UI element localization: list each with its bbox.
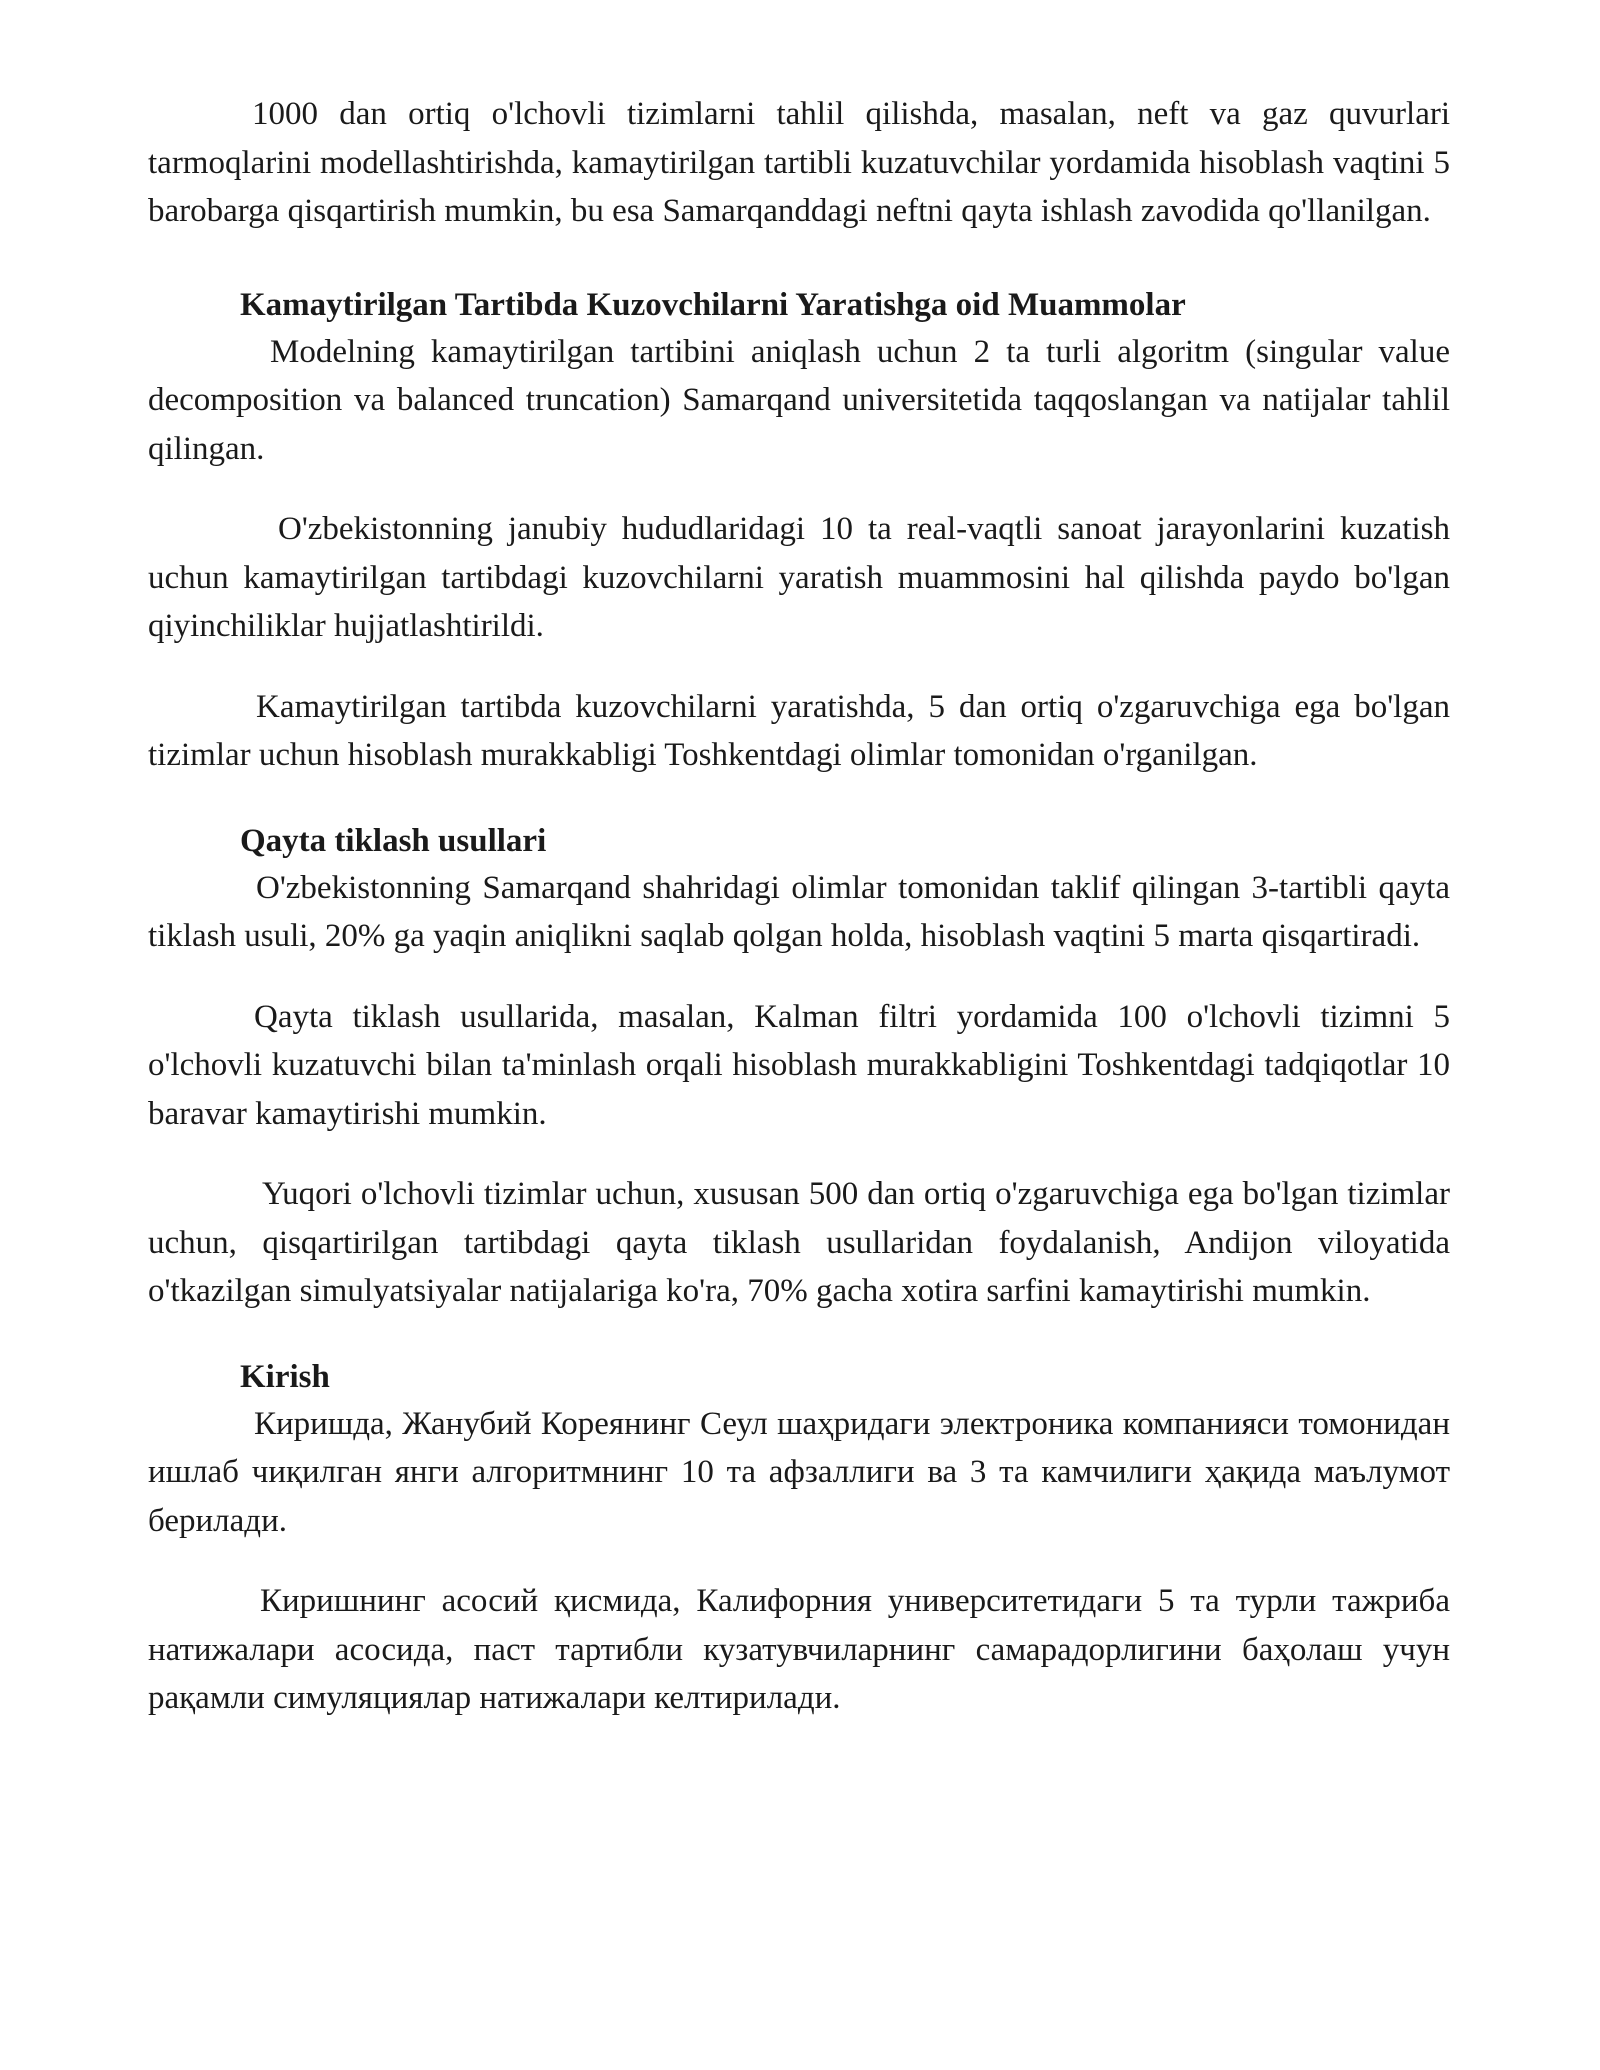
paragraph-9: Киришнинг асосий қисмида, Калифорния университетидаги 5 та турли тажриба натижалари асосида, паст тартибли кузатувчиларнинг самарадорлигини баҳолаш учун рақамли симуляциялар натижалари келтирилади. (148, 1583, 1450, 1716)
paragraph-6: Qayta tiklash usullarida, masalan, Kalman filtri yordamida 100 o'lchovli tizimni 5 o'lchovli kuzatuvchi bilan ta'minlash orqali hisoblash murakkabligini Toshkentdagi tadqiqotlar 10 baravar kamaytirishi mumkin. (148, 998, 1450, 1132)
paragraph-8: Киришда, Жанубий Кореянинг Сеул шаҳридаги электроника компанияси томонидан ишлаб чиқилган янги алгоритмнинг 10 та афзаллиги ва 3 та камчилиги ҳақида маълумот берилади. (148, 1405, 1450, 1539)
paragraph-7: Yuqori o'lchovli tizimlar uchun, xususan 500 dan ortiq o'zgaruvchiga ega bo'lgan tizimlar uchun, qisqartirilgan tartibdagi qayta tiklash usullaridan foydalanish, Andijon viloyatida o'tkazilgan simulyatsiyalar natijalariga ko'ra, 70% gacha xotira sarfini kamaytirishi mumkin. (148, 1176, 1450, 1309)
paragraph-3: O'zbekistonning janubiy hududlaridagi 10 ta real-vaqtli sanoat jarayonlarini kuzatish uchun kamaytirilgan tartibdagi kuzovchilarni yaratish muammosini hal qilishda paydo bo'lgan qiyinchiliklar hujjatlashtirildi. (148, 511, 1450, 644)
paragraph-5: O'zbekistonning Samarqand shahridagi olimlar tomonidan taklif qilingan 3-tartibli qayta tiklash usuli, 20% ga yaqin aniqlikni saqlab qolgan holda, hisoblash vaqtini 5 marta qisqartiradi. (148, 869, 1450, 954)
paragraph-1: 1000 dan ortiq o'lchovli tizimlarni tahlil qilishda, masalan, neft va gaz quvurlari tarmoqlarini modellashtirishda, kamaytirilgan tartibli kuzatuvchilar yordamida hisoblash vaqtini 5 barobarga qisqartirish mumkin, bu esa Samarqanddagi neftni qayta ishlash zavodida qo'llanilgan. (148, 96, 1450, 229)
document-page (148, 90, 1450, 1723)
paragraph-2: Modelning kamaytirilgan tartibini aniqlash uchun 2 ta turli algoritm (singular value decomposition va balanced truncation) Samarqand universitetida taqqoslangan va natijalar tahlil qilingan. (148, 333, 1450, 467)
section-heading-kirish: Kirish (240, 1358, 330, 1395)
paragraph-4: Kamaytirilgan tartibda kuzovchilarni yaratishda, 5 dan ortiq o'zgaruvchiga ega bo'lgan tizimlar uchun hisoblash murakkabligi Toshkentdagi olimlar tomonidan o'rganilgan. (148, 688, 1450, 773)
section-heading-kamaytirilgan: Kamaytirilgan Tartibda Kuzovchilarni Yaratishga oid Muammolar (240, 286, 1186, 323)
section-heading-qayta-tiklash: Qayta tiklash usullari (240, 822, 547, 859)
